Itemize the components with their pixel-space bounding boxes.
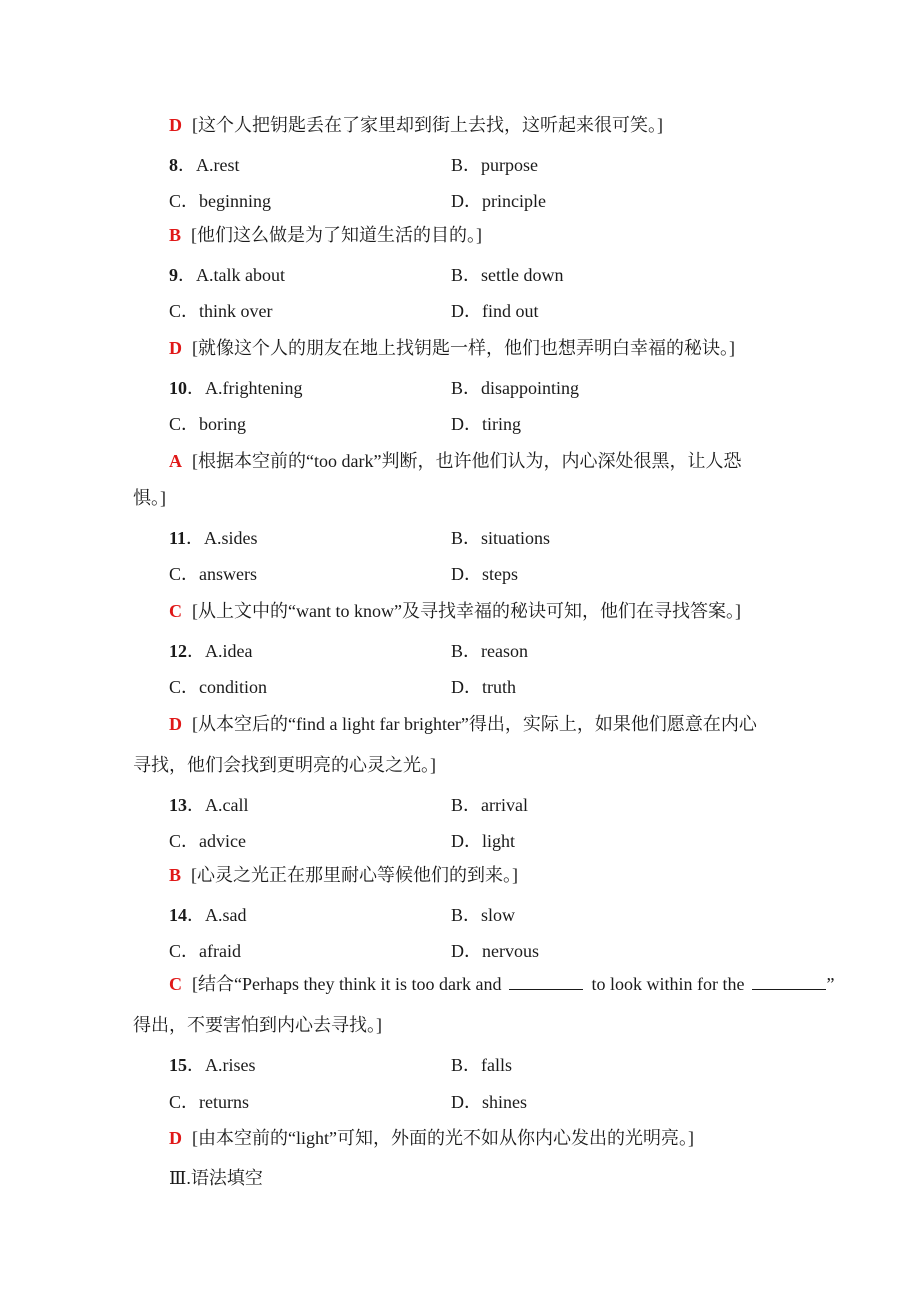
answer-line-7 — [169, 114, 663, 136]
explanation-continued: 惧。] — [133, 488, 166, 508]
explanation-continued: 得出，不要害怕到内心去寻找。] — [133, 1015, 382, 1035]
question-10-option-b: B．disappointing — [451, 378, 580, 398]
blank-line — [509, 974, 583, 990]
question-10-option-d: D．tiring — [451, 414, 521, 434]
question-13-option-b: B．arrival — [451, 795, 528, 815]
answer-key: A — [169, 451, 182, 471]
question-8-option-c: C．beginning — [169, 191, 271, 211]
explanation: [根据本空前的“too dark”判断，也许他们认为，内心深处很黑，让人恐 — [192, 451, 742, 471]
question-15-option-b: B．falls — [451, 1055, 512, 1075]
answer-key: D — [169, 115, 182, 135]
explanation: [他们这么做是为了知道生活的目的。] — [191, 225, 483, 245]
answer-key: D — [169, 338, 182, 358]
question-9-option-b: B．settle down — [451, 265, 564, 285]
question-8-option-b: B．purpose — [451, 155, 538, 175]
answer-line-13 — [169, 864, 518, 886]
question-15-option-a: 15．A.rises — [169, 1055, 256, 1075]
question-12-option-a: 12．A.idea — [169, 641, 253, 661]
answer-line-11 — [169, 600, 741, 622]
question-15-option-d: D．shines — [451, 1092, 527, 1112]
question-14-option-d: D．nervous — [451, 941, 539, 961]
answer-line-8 — [169, 224, 482, 246]
question-11-option-d: D．steps — [451, 564, 518, 584]
question-13-option-d: D．light — [451, 831, 516, 851]
question-11-option-c: C．answers — [169, 564, 257, 584]
explanation: [从上文中的“want to know”及寻找幸福的秘诀可知，他们在寻找答案。] — [192, 601, 741, 621]
question-14-option-c: C．afraid — [169, 941, 241, 961]
explanation: [结合“Perhaps they think it is too dark and — [192, 974, 502, 994]
explanation: [从本空后的“find a light far brighter”得出，实际上，如果他们愿意在内心 — [192, 714, 757, 734]
question-9-option-a: 9．A.talk about — [169, 265, 285, 285]
question-10-option-a: 10．A.frightening — [169, 378, 303, 398]
question-13-option-c: C．advice — [169, 831, 246, 851]
question-9-option-c: C．think over — [169, 301, 273, 321]
explanation-continued: 寻找，他们会找到更明亮的心灵之光。] — [133, 755, 436, 775]
explanation: to look within for the — [591, 974, 745, 994]
question-14-option-b: B．slow — [451, 905, 516, 925]
question-8-option-d: D．principle — [451, 191, 546, 211]
answer-key: C — [169, 974, 182, 994]
question-13-option-a: 13．A.call — [169, 795, 249, 815]
question-11-option-b: B．situations — [451, 528, 551, 548]
explanation: [就像这个人的朋友在地上找钥匙一样，他们也想弄明白幸福的秘诀。] — [192, 338, 735, 358]
answer-key: B — [169, 225, 182, 245]
question-10-option-c: C．boring — [169, 414, 247, 434]
answer-line-9 — [169, 337, 735, 359]
answer-key: C — [169, 601, 182, 621]
question-9-option-d: D．find out — [451, 301, 539, 321]
question-14-option-a: 14．A.sad — [169, 905, 247, 925]
blank-line — [752, 974, 826, 990]
answer-line-10 — [169, 450, 741, 472]
answer-key: D — [169, 714, 182, 734]
question-11-option-a: 11．A.sides — [169, 528, 258, 548]
explanation: [由本空前的“light”可知，外面的光不如从你内心发出的光明亮。] — [192, 1128, 694, 1148]
question-8-option-a: 8．A.rest — [169, 155, 240, 175]
section-heading: Ⅲ.语法填空 — [169, 1168, 263, 1188]
answer-line-14 — [169, 973, 834, 995]
answer-line-15 — [169, 1127, 694, 1149]
explanation: [心灵之光正在那里耐心等候他们的到来。] — [191, 865, 519, 885]
question-15-option-c: C．returns — [169, 1092, 249, 1112]
explanation: [这个人把钥匙丢在了家里却到街上去找，这听起来很可笑。] — [192, 115, 663, 135]
explanation: ” — [826, 974, 835, 994]
answer-key: B — [169, 865, 182, 885]
answer-line-12 — [169, 713, 757, 735]
question-12-option-b: B．reason — [451, 641, 528, 661]
question-12-option-c: C．condition — [169, 677, 267, 697]
question-12-option-d: D．truth — [451, 677, 516, 697]
answer-key: D — [169, 1128, 182, 1148]
